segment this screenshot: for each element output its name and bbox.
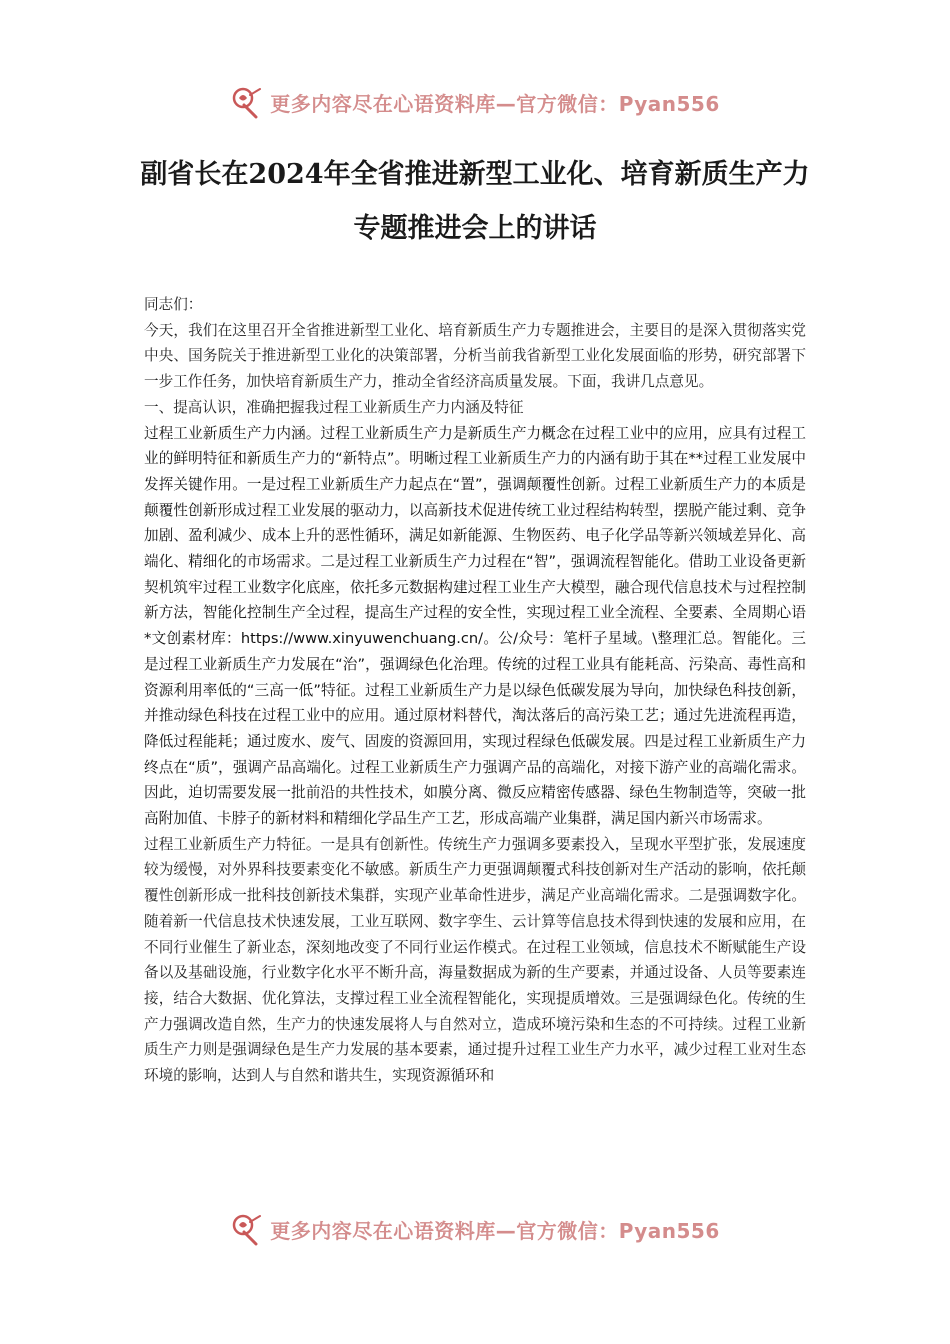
document-body xyxy=(144,292,806,1089)
characteristics-paragraph: 过程工业新质生产力特征。一是具有创新性。传统生产力强调多要素投入，呈现水平型扩张，发展速度较为缓慢，对外界科技要素变化不敏感。新质生产力更强调颠覆式科技创新对生产活动的影响，依托颠覆性创新形成一批科技创新技术集群，实现产业革命性进步，满足产业高端化需求。二是强调数字化。随着新一代信息技术快速发展，工业互联网、数字孪生、云计算等信息技术得到快速的发展和应用，在不同行业催生了新业态，深刻地改变了不同行业运作模式。在过程工业领域，信息技术不断赋能生产设备以及基础设施，行业数字化水平不断升高，海量数据成为新的生产要素，并通过设备、人员等要素连接，结合大数据、优化算法，支撑过程工业全流程智能化，实现提质增效。三是强调绿色化。传统的生产力强调改造自然，生产力的快速发展将人与自然对立，造成环境污染和生态的不可持续。过程工业新质生产力则是强调绿色是生产力发展的基本要素，通过提升过程工业生产力水平，减少过程工业对生态环境的影响，达到人与自然和谐共生，实现资源循环和 xyxy=(144,835,806,1085)
banner-text: 更多内容尽在心语资料库—官方微信：Pyan556 xyxy=(270,91,720,116)
banner-text: 更多内容尽在心语资料库—官方微信：Pyan556 xyxy=(270,1218,720,1243)
rose-pen-icon xyxy=(230,85,264,119)
intro-paragraph: 今天，我们在这里召开全省推进新型工业化、培育新质生产力专题推进会，主要目的是深入贯彻落实党中央、国务院关于推进新型工业化的决策部署，分析当前我省新型工业化发展面临的形势，研究部署下一步工作任务，加快培育新质生产力，推动全省经济高质量发展。下面，我讲几点意见。 xyxy=(144,321,806,391)
connotation-paragraph: 过程工业新质生产力内涵。过程工业新质生产力是新质生产力概念在过程工业中的应用，应具有过程工业的鲜明特征和新质生产力的“新特点”。明晰过程工业新质生产力的内涵有助于其在**过程工业发展中发挥关键作用。一是过程工业新质生产力起点在“置”，强调颠覆性创新。过程工业新质生产力的本质是颠覆性创新形成过程工业发展的驱动力，以高新技术促进传统工业过程结构转型，摆脱产能过剩、竞争加剧、盈利减少、成本上升的恶性循环，满足如新能源、生物医药、电子化学品等新兴领域差异化、高端化、精细化的市场需求。二是过程工业新质生产力过程在“智”，强调流程智能化。借助工业设备更新契机筑牢过程工业数字化底座，依托多元数据构建过程工业生产大模型，融合现代信息技术与过程控制新方法，智能化控制生产全过程，提高生产过程的安全性，实现过程工业全流程、全要素、全周期心语*文创素材库：https://www.xinyuwenchuang.cn/。公/众号：笔杆子星域。\整理汇总。智能化。三是过程工业新质生产力发展在“治”，强调绿色化治理。传统的过程工业具有能耗高、污染高、毒性高和资源利用率低的“三高一低”特征。过程工业新质生产力是以绿色低碳发展为导向，加快绿色科技创新，并推动绿色科技在过程工业中的应用。通过原材料替代，淘汰落后的高污染工艺；通过先进流程再造，降低过程能耗；通过废水、废气、固废的资源回用，实现过程绿色低碳发展。四是过程工业新质生产力终点在“质”，强调产品高端化。过程工业新质生产力强调产品的高端化，对接下游产业的高端化需求。因此，迫切需要发展一批前沿的共性技术，如膜分离、微反应精密传感器、绿色生物制造等，突破一批高附加值、卡脖子的新材料和精细化学品生产工艺，形成高端产业集群，满足国内新兴市场需求。 xyxy=(144,424,806,828)
rose-pen-icon xyxy=(230,1212,264,1246)
salutation: 同志们： xyxy=(144,296,203,313)
header-banner xyxy=(0,82,950,122)
document-title: 副省长在2024年全省推进新型工业化、培育新质生产力专题推进会上的讲话 xyxy=(140,159,810,244)
footer-banner xyxy=(0,1209,950,1249)
section-heading: 一、提高认识，准确把握我过程工业新质生产力内涵及特征 xyxy=(144,398,524,416)
